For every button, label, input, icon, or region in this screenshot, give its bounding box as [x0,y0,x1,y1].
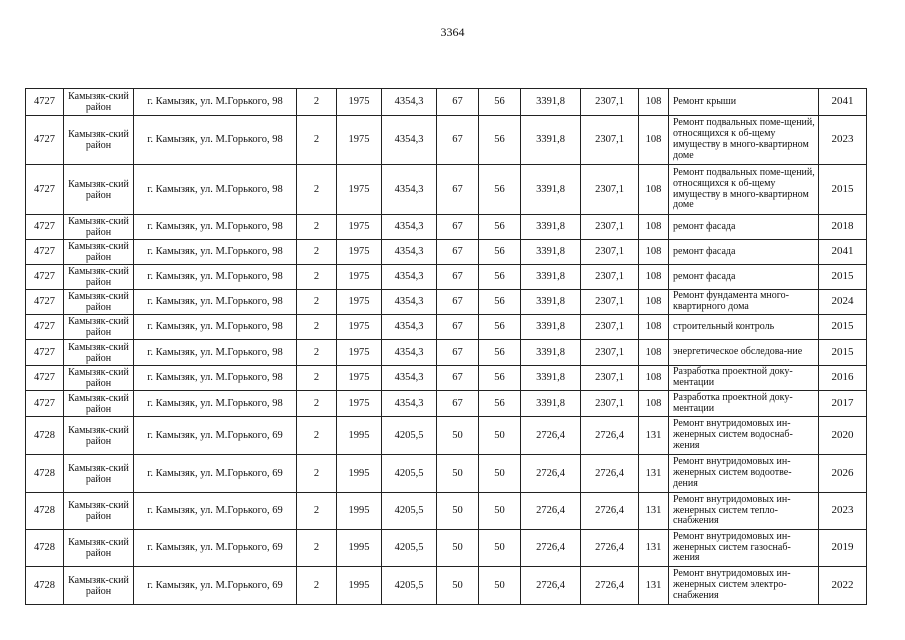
value-cell-7: 67 [437,290,479,315]
build-year-cell: 1975 [337,240,382,265]
total-area-cell: 4205,5 [382,417,437,455]
total-area-cell: 4354,3 [382,89,437,116]
build-year-cell: 1975 [337,89,382,116]
total-area-cell: 4354,3 [382,240,437,265]
residents-cell: 108 [639,116,669,165]
value-cell-8: 56 [479,290,521,315]
value-cell-8: 50 [479,455,521,493]
build-year-cell: 1975 [337,215,382,240]
table-row [26,265,867,290]
district-cell: Камызяк-ский район [64,215,134,240]
plan-year-cell: 2016 [819,366,867,391]
value-cell-8: 56 [479,366,521,391]
area-a-cell: 3391,8 [521,215,581,240]
address-cell: г. Камызяк, ул. М.Горького, 69 [134,455,297,493]
work-type-cell: Ремонт подвальных поме-щений, относящихся к об-щему имуществу в много-квартирном доме [669,165,819,215]
value-cell-7: 50 [437,417,479,455]
value-cell-7: 67 [437,391,479,417]
floors-cell: 2 [297,240,337,265]
value-cell-8: 56 [479,391,521,417]
house-id-cell: 4728 [26,530,64,567]
plan-year-cell: 2020 [819,417,867,455]
house-id-cell: 4727 [26,366,64,391]
page-number: 3364 [440,25,465,39]
house-id-cell: 4728 [26,493,64,530]
plan-year-cell: 2022 [819,567,867,605]
table-row [26,315,867,340]
floors-cell: 2 [297,290,337,315]
value-cell-7: 67 [437,240,479,265]
build-year-cell: 1975 [337,340,382,366]
residents-cell: 108 [639,315,669,340]
total-area-cell: 4354,3 [382,340,437,366]
build-year-cell: 1975 [337,391,382,417]
plan-year-cell: 2017 [819,391,867,417]
plan-year-cell: 2041 [819,89,867,116]
work-type-cell: Ремонт внутридомовых ин-женерных систем электро-снабжения [669,567,819,605]
plan-year-cell: 2015 [819,340,867,366]
district-cell: Камызяк-ский район [64,340,134,366]
area-a-cell: 3391,8 [521,89,581,116]
total-area-cell: 4354,3 [382,366,437,391]
build-year-cell: 1995 [337,455,382,493]
address-cell: г. Камызяк, ул. М.Горького, 98 [134,240,297,265]
area-b-cell: 2726,4 [581,493,639,530]
value-cell-7: 67 [437,215,479,240]
value-cell-8: 50 [479,530,521,567]
address-cell: г. Камызяк, ул. М.Горького, 98 [134,366,297,391]
value-cell-8: 56 [479,116,521,165]
value-cell-7: 67 [437,116,479,165]
total-area-cell: 4354,3 [382,290,437,315]
work-type-cell: Ремонт внутридомовых ин-женерных систем тепло-снабжения [669,493,819,530]
floors-cell: 2 [297,567,337,605]
address-cell: г. Камызяк, ул. М.Горького, 98 [134,265,297,290]
district-cell: Камызяк-ский район [64,116,134,165]
table-row [26,391,867,417]
area-b-cell: 2726,4 [581,530,639,567]
value-cell-8: 56 [479,265,521,290]
residents-cell: 108 [639,89,669,116]
value-cell-7: 50 [437,567,479,605]
residents-cell: 108 [639,391,669,417]
floors-cell: 2 [297,530,337,567]
floors-cell: 2 [297,417,337,455]
work-type-cell: Ремонт фундамента много-квартирного дома [669,290,819,315]
area-b-cell: 2307,1 [581,165,639,215]
table-row [26,530,867,567]
district-cell: Камызяк-ский район [64,290,134,315]
area-a-cell: 2726,4 [521,530,581,567]
residents-cell: 131 [639,455,669,493]
table-row [26,455,867,493]
area-a-cell: 3391,8 [521,391,581,417]
residents-cell: 108 [639,265,669,290]
address-cell: г. Камызяк, ул. М.Горького, 98 [134,340,297,366]
area-b-cell: 2726,4 [581,567,639,605]
build-year-cell: 1975 [337,165,382,215]
address-cell: г. Камызяк, ул. М.Горького, 98 [134,165,297,215]
value-cell-7: 67 [437,366,479,391]
area-a-cell: 3391,8 [521,290,581,315]
value-cell-8: 56 [479,89,521,116]
residents-cell: 108 [639,290,669,315]
build-year-cell: 1975 [337,265,382,290]
total-area-cell: 4354,3 [382,265,437,290]
total-area-cell: 4354,3 [382,391,437,417]
floors-cell: 2 [297,366,337,391]
area-b-cell: 2307,1 [581,340,639,366]
value-cell-7: 50 [437,455,479,493]
area-b-cell: 2726,4 [581,417,639,455]
district-cell: Камызяк-ский район [64,493,134,530]
repair-schedule-table [25,88,867,605]
district-cell: Камызяк-ский район [64,391,134,417]
district-cell: Камызяк-ский район [64,89,134,116]
value-cell-8: 56 [479,315,521,340]
district-cell: Камызяк-ский район [64,165,134,215]
residents-cell: 131 [639,493,669,530]
work-type-cell: Разработка проектной доку-ментации [669,391,819,417]
work-type-cell: энергетическое обследова-ние [669,340,819,366]
floors-cell: 2 [297,165,337,215]
area-a-cell: 3391,8 [521,165,581,215]
area-b-cell: 2307,1 [581,290,639,315]
house-id-cell: 4727 [26,315,64,340]
value-cell-7: 67 [437,315,479,340]
work-type-cell: Ремонт внутридомовых ин-женерных систем водоотве-дения [669,455,819,493]
area-a-cell: 3391,8 [521,240,581,265]
build-year-cell: 1995 [337,567,382,605]
work-type-cell: ремонт фасада [669,265,819,290]
value-cell-8: 56 [479,240,521,265]
area-a-cell: 3391,8 [521,315,581,340]
table-row [26,417,867,455]
area-a-cell: 2726,4 [521,417,581,455]
value-cell-8: 50 [479,567,521,605]
address-cell: г. Камызяк, ул. М.Горького, 69 [134,417,297,455]
house-id-cell: 4727 [26,165,64,215]
area-a-cell: 2726,4 [521,567,581,605]
plan-year-cell: 2015 [819,165,867,215]
area-a-cell: 2726,4 [521,455,581,493]
total-area-cell: 4354,3 [382,215,437,240]
work-type-cell: Ремонт внутридомовых ин-женерных систем газоснаб-жения [669,530,819,567]
residents-cell: 108 [639,340,669,366]
table-row [26,215,867,240]
value-cell-7: 67 [437,165,479,215]
area-b-cell: 2307,1 [581,215,639,240]
area-a-cell: 3391,8 [521,340,581,366]
work-type-cell: ремонт фасада [669,215,819,240]
total-area-cell: 4354,3 [382,116,437,165]
address-cell: г. Камызяк, ул. М.Горького, 69 [134,493,297,530]
floors-cell: 2 [297,89,337,116]
plan-year-cell: 2041 [819,240,867,265]
table-body [26,89,867,605]
address-cell: г. Камызяк, ул. М.Горького, 98 [134,391,297,417]
work-type-cell: Ремонт подвальных поме-щений, относящихся к об-щему имуществу в много-квартирном доме [669,116,819,165]
district-cell: Камызяк-ский район [64,567,134,605]
value-cell-8: 50 [479,493,521,530]
floors-cell: 2 [297,116,337,165]
address-cell: г. Камызяк, ул. М.Горького, 69 [134,530,297,567]
floors-cell: 2 [297,215,337,240]
table-row [26,240,867,265]
plan-year-cell: 2019 [819,530,867,567]
work-type-cell: ремонт фасада [669,240,819,265]
area-b-cell: 2307,1 [581,116,639,165]
house-id-cell: 4727 [26,89,64,116]
district-cell: Камызяк-ский район [64,417,134,455]
area-b-cell: 2307,1 [581,240,639,265]
work-type-cell: Разработка проектной доку-ментации [669,366,819,391]
area-b-cell: 2307,1 [581,391,639,417]
residents-cell: 131 [639,530,669,567]
floors-cell: 2 [297,340,337,366]
floors-cell: 2 [297,265,337,290]
district-cell: Камызяк-ский район [64,265,134,290]
area-b-cell: 2726,4 [581,455,639,493]
area-a-cell: 3391,8 [521,116,581,165]
area-b-cell: 2307,1 [581,89,639,116]
floors-cell: 2 [297,455,337,493]
house-id-cell: 4727 [26,290,64,315]
table-row [26,493,867,530]
total-area-cell: 4354,3 [382,315,437,340]
plan-year-cell: 2024 [819,290,867,315]
total-area-cell: 4354,3 [382,165,437,215]
area-b-cell: 2307,1 [581,315,639,340]
house-id-cell: 4727 [26,215,64,240]
district-cell: Камызяк-ский район [64,455,134,493]
table-row [26,567,867,605]
plan-year-cell: 2026 [819,455,867,493]
floors-cell: 2 [297,315,337,340]
address-cell: г. Камызяк, ул. М.Горького, 98 [134,290,297,315]
build-year-cell: 1995 [337,417,382,455]
total-area-cell: 4205,5 [382,455,437,493]
plan-year-cell: 2015 [819,315,867,340]
value-cell-7: 67 [437,265,479,290]
plan-year-cell: 2018 [819,215,867,240]
house-id-cell: 4728 [26,567,64,605]
residents-cell: 108 [639,165,669,215]
floors-cell: 2 [297,391,337,417]
value-cell-8: 50 [479,417,521,455]
house-id-cell: 4727 [26,391,64,417]
district-cell: Камызяк-ский район [64,315,134,340]
work-type-cell: Ремонт крыши [669,89,819,116]
area-a-cell: 3391,8 [521,265,581,290]
total-area-cell: 4205,5 [382,493,437,530]
area-a-cell: 3391,8 [521,366,581,391]
build-year-cell: 1975 [337,116,382,165]
table-row [26,290,867,315]
house-id-cell: 4728 [26,455,64,493]
build-year-cell: 1995 [337,530,382,567]
table-row [26,116,867,165]
residents-cell: 131 [639,417,669,455]
area-a-cell: 2726,4 [521,493,581,530]
value-cell-7: 50 [437,530,479,567]
plan-year-cell: 2015 [819,265,867,290]
table-row [26,340,867,366]
address-cell: г. Камызяк, ул. М.Горького, 98 [134,315,297,340]
house-id-cell: 4727 [26,240,64,265]
plan-year-cell: 2023 [819,116,867,165]
value-cell-8: 56 [479,215,521,240]
residents-cell: 108 [639,366,669,391]
plan-year-cell: 2023 [819,493,867,530]
district-cell: Камызяк-ский район [64,366,134,391]
table-row [26,366,867,391]
build-year-cell: 1975 [337,366,382,391]
address-cell: г. Камызяк, ул. М.Горького, 98 [134,116,297,165]
build-year-cell: 1975 [337,290,382,315]
value-cell-7: 67 [437,89,479,116]
value-cell-8: 56 [479,340,521,366]
build-year-cell: 1995 [337,493,382,530]
house-id-cell: 4727 [26,340,64,366]
house-id-cell: 4727 [26,265,64,290]
address-cell: г. Камызяк, ул. М.Горького, 98 [134,89,297,116]
floors-cell: 2 [297,493,337,530]
value-cell-7: 50 [437,493,479,530]
table-row [26,165,867,215]
address-cell: г. Камызяк, ул. М.Горького, 98 [134,215,297,240]
build-year-cell: 1975 [337,315,382,340]
residents-cell: 108 [639,215,669,240]
residents-cell: 108 [639,240,669,265]
work-type-cell: строительный контроль [669,315,819,340]
work-type-cell: Ремонт внутридомовых ин-женерных систем водоснаб-жения [669,417,819,455]
district-cell: Камызяк-ский район [64,530,134,567]
area-b-cell: 2307,1 [581,366,639,391]
area-b-cell: 2307,1 [581,265,639,290]
residents-cell: 131 [639,567,669,605]
value-cell-8: 56 [479,165,521,215]
value-cell-7: 67 [437,340,479,366]
house-id-cell: 4728 [26,417,64,455]
total-area-cell: 4205,5 [382,567,437,605]
address-cell: г. Камызяк, ул. М.Горького, 69 [134,567,297,605]
district-cell: Камызяк-ский район [64,240,134,265]
house-id-cell: 4727 [26,116,64,165]
table-row [26,89,867,116]
total-area-cell: 4205,5 [382,530,437,567]
